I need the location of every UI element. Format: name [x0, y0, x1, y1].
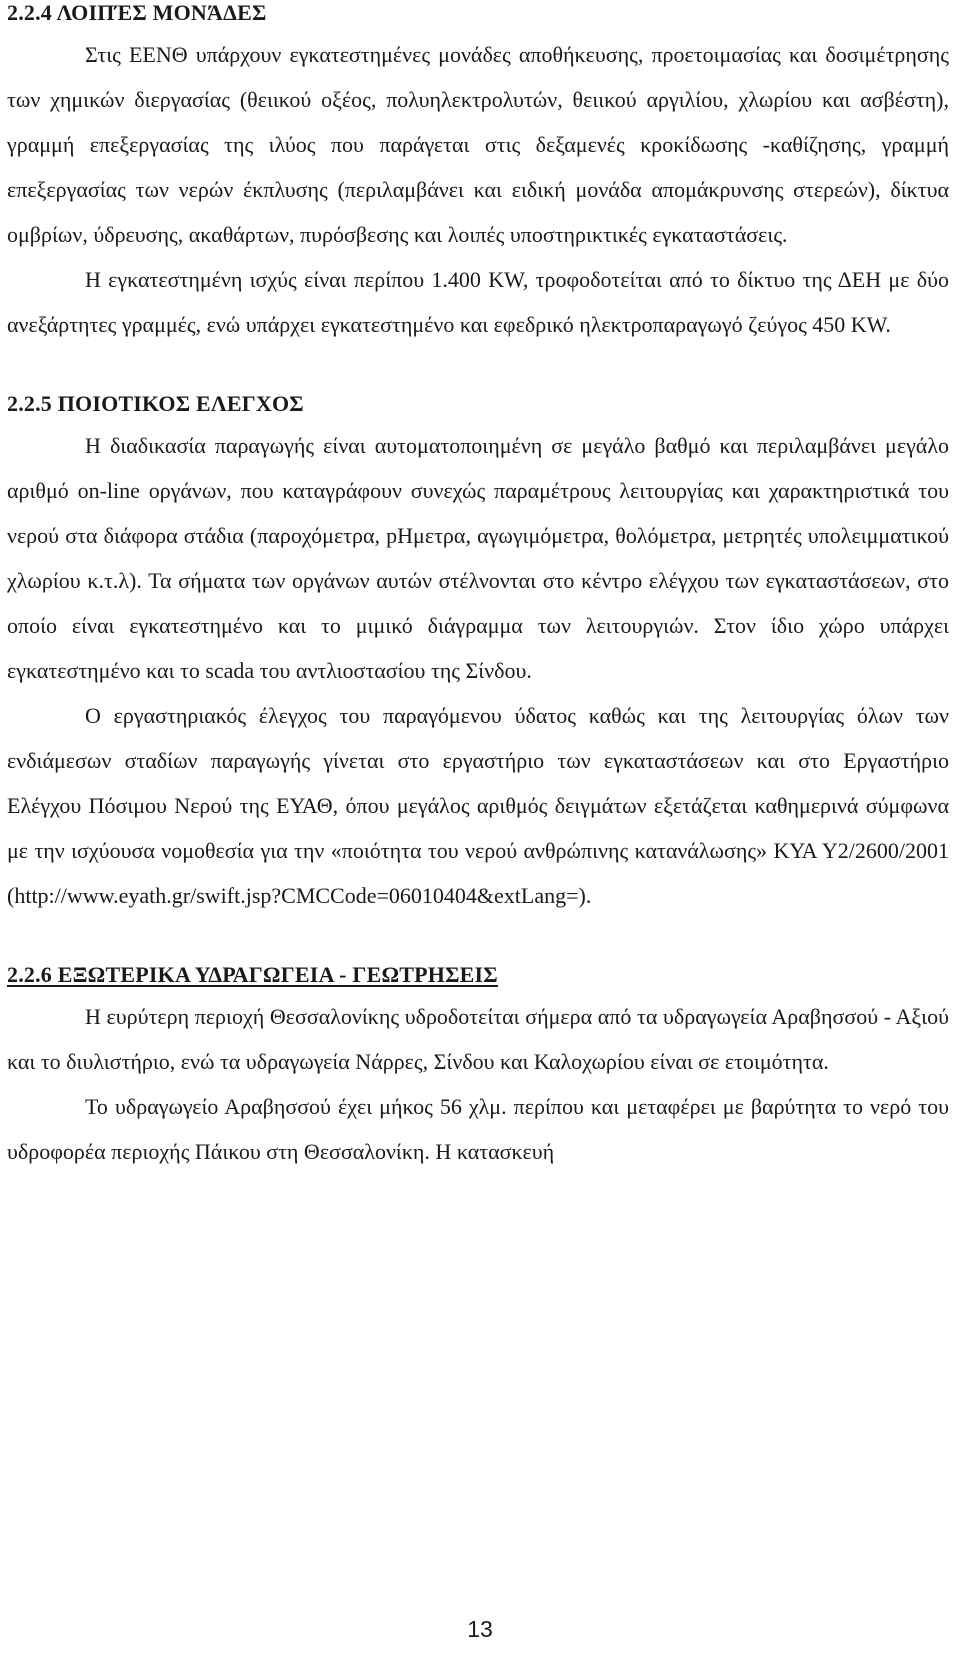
paragraph: Η διαδικασία παραγωγής είναι αυτοματοποιημένη σε μεγάλο βαθμό και περιλαμβάνει μεγάλο αριθμό on-line οργάνων, που καταγράφουν συνεχώς παραμέτρους λειτουργίας και χαρακτηριστικά του νερού στα διάφορα στάδια (παροχόμετρα, pHμετρα, αγωγιμόμετρα, θολόμετρα, μετρητές υπολειμματικού χλωρίου κ.τ.λ). Τα σήματα των οργάνων αυτών στέλνονται στο κέντρο ελέγχου των εγκαταστάσεων, στο οποίο είναι εγκατεστημένο και το μιμικό διάγραμμα των λειτουργιών. Στον ίδιο χώρο υπάρχει εγκατεστημένο και το scada του αντλιοστασίου της Σίνδου. — [7, 433, 949, 683]
section-heading: 2.2.5 ΠΟΙΟΤΙΚΟΣ ΕΛΕΓΧΟΣ — [7, 391, 304, 416]
paragraph: Στις ΕΕΝΘ υπάρχουν εγκατεστημένες μονάδες αποθήκευσης, προετοιμασίας και δοσιμέτρησης των χημικών διεργασίας (θειικού οξέος, πολυηλεκτρολυτών, θειικού αργιλίου, χλωρίου και ασβέστη), γραμμή επεξεργασίας της ιλύος που παράγεται στις δεξαμενές κροκίδωσης -καθίζησης, γραμμή επεξεργασίας των νερών έκπλυσης (περιλαμβάνει και ειδική μονάδα απομάκρυνσης στερεών), δίκτυα ομβρίων, ύδρευσης, ακαθάρτων, πυρόσβεσης και λοιπές υποστηρικτικές εγκαταστάσεις. — [7, 42, 949, 247]
section-quality-control — [7, 385, 949, 918]
paragraph: Η εγκατεστημένη ισχύς είναι περίπου 1.400 KW, τροφοδοτείται από το δίκτυο της ΔΕΗ με δύο ανεξάρτητες γραμμές, ενώ υπάρχει εγκατεστημένο και εφεδρικό ηλεκτροπαραγωγό ζεύγος 450 KW. — [7, 267, 949, 337]
section-heading: 2.2.6 ΕΞΩΤΕΡΙΚΑ ΥΔΡΑΓΩΓΕΙΑ - ΓΕΩΤΡΗΣΕΙΣ — [7, 962, 498, 987]
paragraph: Ο εργαστηριακός έλεγχος του παραγόμενου ύδατος καθώς και της λειτουργίας όλων των ενδιάμεσων σταδίων παραγωγής γίνεται στο εργαστήριο των εγκαταστάσεων και στο Εργαστήριο Ελέγχου Πόσιμου Νερού της ΕΥΑΘ, όπου μεγάλος αριθμός δειγμάτων εξετάζεται καθημερινά σύμφωνα με την ισχύουσα νομοθεσία για την «ποιότητα του νερού ανθρώπινης κατανάλωσης» ΚΥΑ Υ2/2600/2001 (http://www.eyath.gr/swift.jsp?CMCCode=06010404&extLang=). — [7, 703, 949, 908]
section-external-aqueducts — [7, 956, 949, 1174]
spacer — [7, 918, 949, 956]
section-other-units — [7, 0, 949, 347]
paragraph: Το υδραγωγείο Αραβησσού έχει μήκος 56 χλμ. περίπου και μεταφέρει με βαρύτητα το νερό του υδροφορέα περιοχής Πάικου στη Θεσσαλονίκη. Η κατασκευή — [7, 1094, 949, 1164]
page-number: 13 — [467, 1616, 493, 1642]
spacer — [7, 347, 949, 385]
page-content — [7, 0, 949, 1174]
section-heading: 2.2.4 ΛΟΙΠΈΣ ΜΟΝΆΔΕΣ — [7, 0, 267, 25]
paragraph: Η ευρύτερη περιοχή Θεσσαλονίκης υδροδοτείται σήμερα από τα υδραγωγεία Αραβησσού - Αξιού και το διυλιστήριο, ενώ τα υδραγωγεία Νάρρες, Σίνδου και Καλοχωρίου είναι σε ετοιμότητα. — [7, 1004, 949, 1074]
